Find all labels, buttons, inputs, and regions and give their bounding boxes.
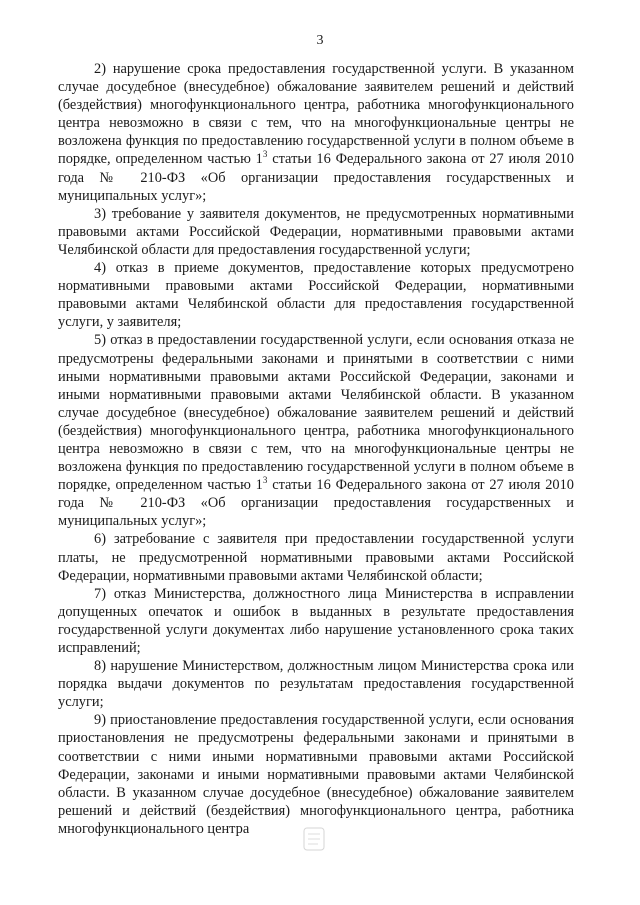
item-text: 2) нарушение срока предоставления государственной услуги. В указанном случае досудебное (внесудебное) обжалование заявителем решений и действий (бездействия) многофункционального центра, работника многофункционального центра невозможно в связи с тем, что на многофункциональные центры не возложена функция по предоставлению государственной услуги в полном объеме в порядке, определенном частью 1	[58, 61, 574, 168]
list-item-5	[58, 331, 574, 530]
list-item-3	[58, 205, 574, 259]
item-text: 4) отказ в приеме документов, предоставление которых предусмотрено нормативными правовыми актами Российской Федерации, нормативными правовыми актами Челябинской области для предоставления государственной услуги, у заявителя;	[58, 260, 574, 331]
list-item-7	[58, 585, 574, 657]
document-body	[58, 60, 574, 838]
item-text: 3) требование у заявителя документов, не предусмотренных нормативными правовыми актами Российской Федерации, нормативными правовыми актами Челябинской области для предоставления государственной услуги;	[58, 205, 574, 258]
item-text-tail: статьи 16 Федерального закона от 27 июля 2010 года № 210-ФЗ «Об организации предоставления государственных и муниципальных услуг»;	[58, 477, 574, 530]
list-item-2	[58, 60, 574, 205]
item-text-tail: статьи 16 Федерального закона от 27 июля 2010 года № 210-ФЗ «Об организации предоставления государственных и муниципальных услуг»;	[58, 151, 574, 204]
list-item-9	[58, 711, 574, 838]
item-text: 7) отказ Министерства, должностного лица Министерства в исправлении допущенных опечаток и ошибок в выданных в результате предоставления государственной услуги документах либо нарушение установленного срока таких исправлений;	[58, 585, 574, 656]
item-text: 9) приостановление предоставления государственной услуги, если основания приостановления не предусмотрены федеральными законами и принятыми в соответствии с ними иными нормативными правовыми актами Российской Федерации, законами и иными нормативными правовыми актами Челябинской области. В указанном случае досудебное (внесудебное) обжалование заявителем решений и действий (бездействия) многофункционального центра, работника многофункционального центра	[58, 712, 574, 837]
faint-stamp-mark	[300, 824, 328, 858]
list-item-8	[58, 657, 574, 711]
superscript: 3	[262, 475, 268, 486]
list-item-6	[58, 530, 574, 584]
item-text: 5) отказ в предоставлении государственной услуги, если основания отказа не предусмотрены федеральными законами и принятыми в соответствии с ними иными нормативными правовыми актами Российской Федерации, законами и иными нормативными правовыми актами Челябинской области. В указанном случае досудебное (внесудебное) обжалование заявителем решений и действий (бездействия) многофункционального центра, работника многофункционального центра невозможно в связи с тем, что на многофункциональные центры не возложена функция по предоставлению государственной услуги в полном объеме в порядке, определенном частью 1	[58, 332, 574, 494]
item-text: 6) затребование с заявителя при предоставлении государственной услуги платы, не предусмотренной нормативными правовыми актами Российской Федерации, нормативными правовыми актами Челябинской области;	[58, 531, 574, 584]
list-item-4	[58, 259, 574, 331]
superscript: 3	[262, 149, 268, 160]
item-text: 8) нарушение Министерством, должностным лицом Министерства срока или порядка выдачи документов по результатам предоставления государственной услуги;	[58, 658, 574, 711]
page-number: 3	[316, 33, 324, 48]
